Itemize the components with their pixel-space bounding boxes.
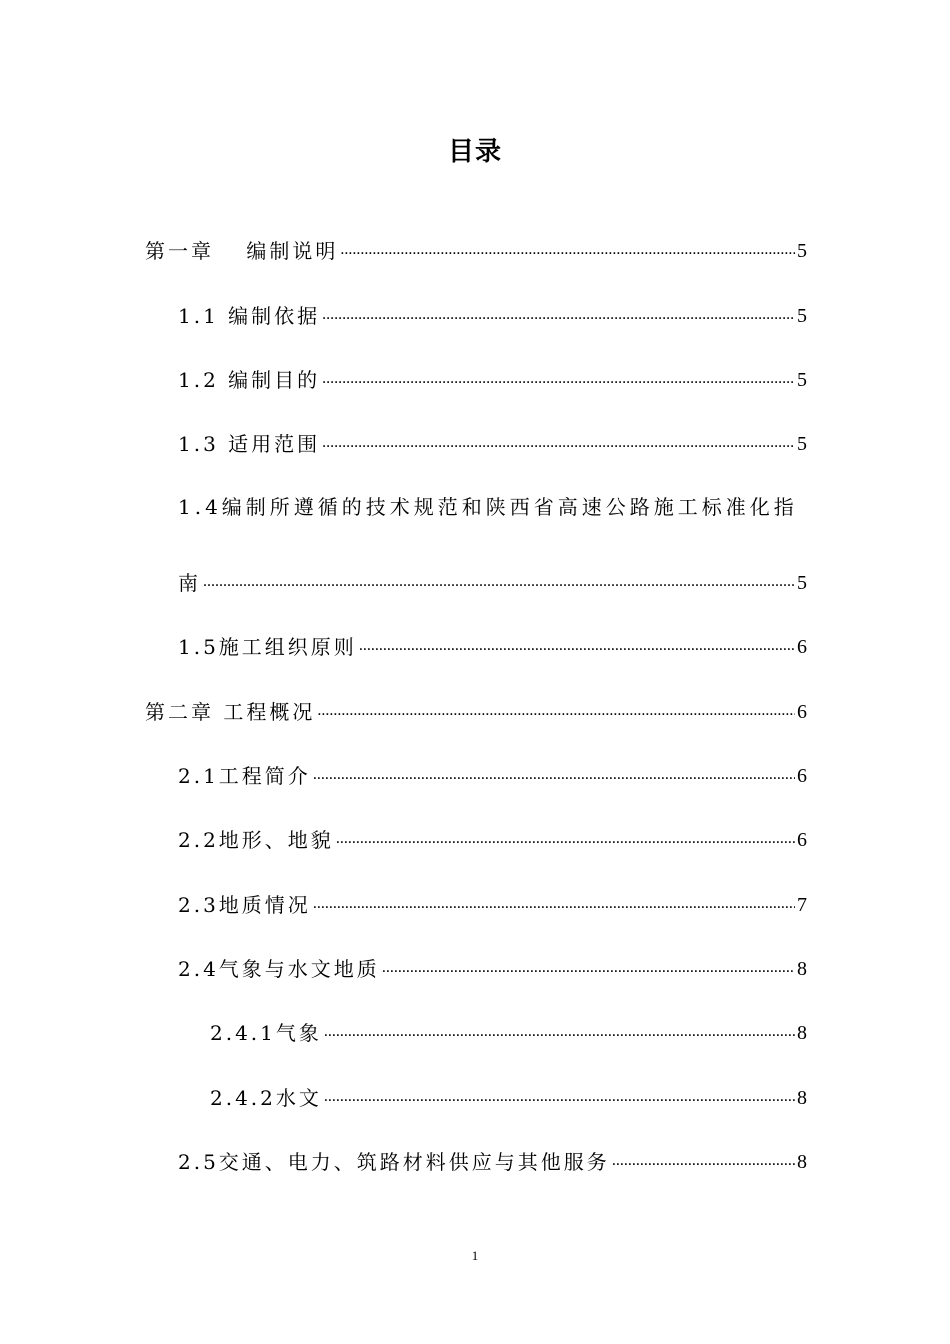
toc-leader [359, 634, 795, 658]
toc-entry-text: 1.5施工组织原则 [178, 635, 357, 659]
toc-leader [313, 892, 795, 916]
toc-page-number: 8 [797, 1087, 807, 1109]
toc-page-number: 5 [797, 433, 807, 455]
toc-entry-1-5[interactable] [178, 628, 807, 662]
page-title: 目录 [447, 137, 502, 167]
toc-page-number: 5 [797, 305, 807, 327]
toc-leader [322, 431, 795, 455]
toc-leader [612, 1149, 795, 1173]
toc-page-number: 8 [797, 1022, 807, 1044]
toc-entry-1-3[interactable] [178, 425, 807, 459]
toc-leader [382, 956, 795, 980]
toc-entry-text: 2.4气象与水文地质 [178, 957, 380, 981]
toc-leader [340, 238, 795, 262]
toc-leader [313, 763, 795, 787]
toc-entry-chapter-1[interactable] [145, 232, 807, 266]
toc-entry-2-2[interactable] [178, 821, 807, 855]
toc-leader [322, 367, 795, 391]
toc-entry-chapter-2[interactable] [145, 693, 807, 727]
toc-entry-text: 1.2 编制目的 [178, 368, 321, 392]
toc-page-number: 5 [797, 572, 807, 594]
toc-page-number: 8 [797, 958, 807, 980]
toc-entry-2-4-2[interactable] [210, 1079, 807, 1113]
toc-entry-2-3[interactable] [178, 886, 807, 920]
toc-leader [324, 1085, 795, 1109]
toc-entry-1-4-line-1[interactable]: 1.4编制所遵循的技术规范和陕西省高速公路施工标准化指 [178, 495, 798, 519]
toc-entry-text: 南 [178, 571, 201, 595]
toc-entry-text: 2.3地质情况 [178, 893, 311, 917]
toc-page-number: 6 [797, 701, 807, 723]
toc-entry-text: 第一章 编制说明 [145, 239, 339, 263]
toc-page-number: 5 [797, 240, 807, 262]
toc-leader [336, 827, 795, 851]
toc-leader [324, 1020, 795, 1044]
toc-entry-2-4-1[interactable] [210, 1014, 807, 1048]
toc-leader [203, 570, 795, 594]
toc-page-number: 6 [797, 829, 807, 851]
toc-entry-2-5[interactable] [178, 1143, 807, 1177]
toc-entry-text: 第二章 工程概况 [145, 700, 316, 724]
toc-entry-1-1[interactable] [178, 297, 807, 331]
toc-entry-1-2[interactable] [178, 361, 807, 395]
page-number-footer: 1 [471, 1248, 479, 1263]
toc-entry-1-4[interactable] [178, 564, 807, 598]
toc-entry-text: 2.1工程简介 [178, 764, 311, 788]
toc-leader [322, 303, 795, 327]
toc-entry-text: 1.1 编制依据 [178, 304, 321, 328]
toc-entry-text: 2.2地形、地貌 [178, 828, 334, 852]
toc-entry-text: 1.3 适用范围 [178, 432, 321, 456]
toc-entry-text: 2.5交通、电力、筑路材料供应与其他服务 [178, 1150, 610, 1174]
toc-leader [317, 699, 795, 723]
toc-page-number: 6 [797, 765, 807, 787]
toc-entry-text: 2.4.2水文 [210, 1086, 322, 1110]
toc-entry-text: 2.4.1气象 [210, 1021, 322, 1045]
toc-entry-2-1[interactable] [178, 757, 807, 791]
toc-entry-2-4[interactable] [178, 950, 807, 984]
toc-page-number: 7 [797, 894, 807, 916]
toc-page-number: 6 [797, 636, 807, 658]
toc-page-number: 8 [797, 1151, 807, 1173]
toc-page-number: 5 [797, 369, 807, 391]
